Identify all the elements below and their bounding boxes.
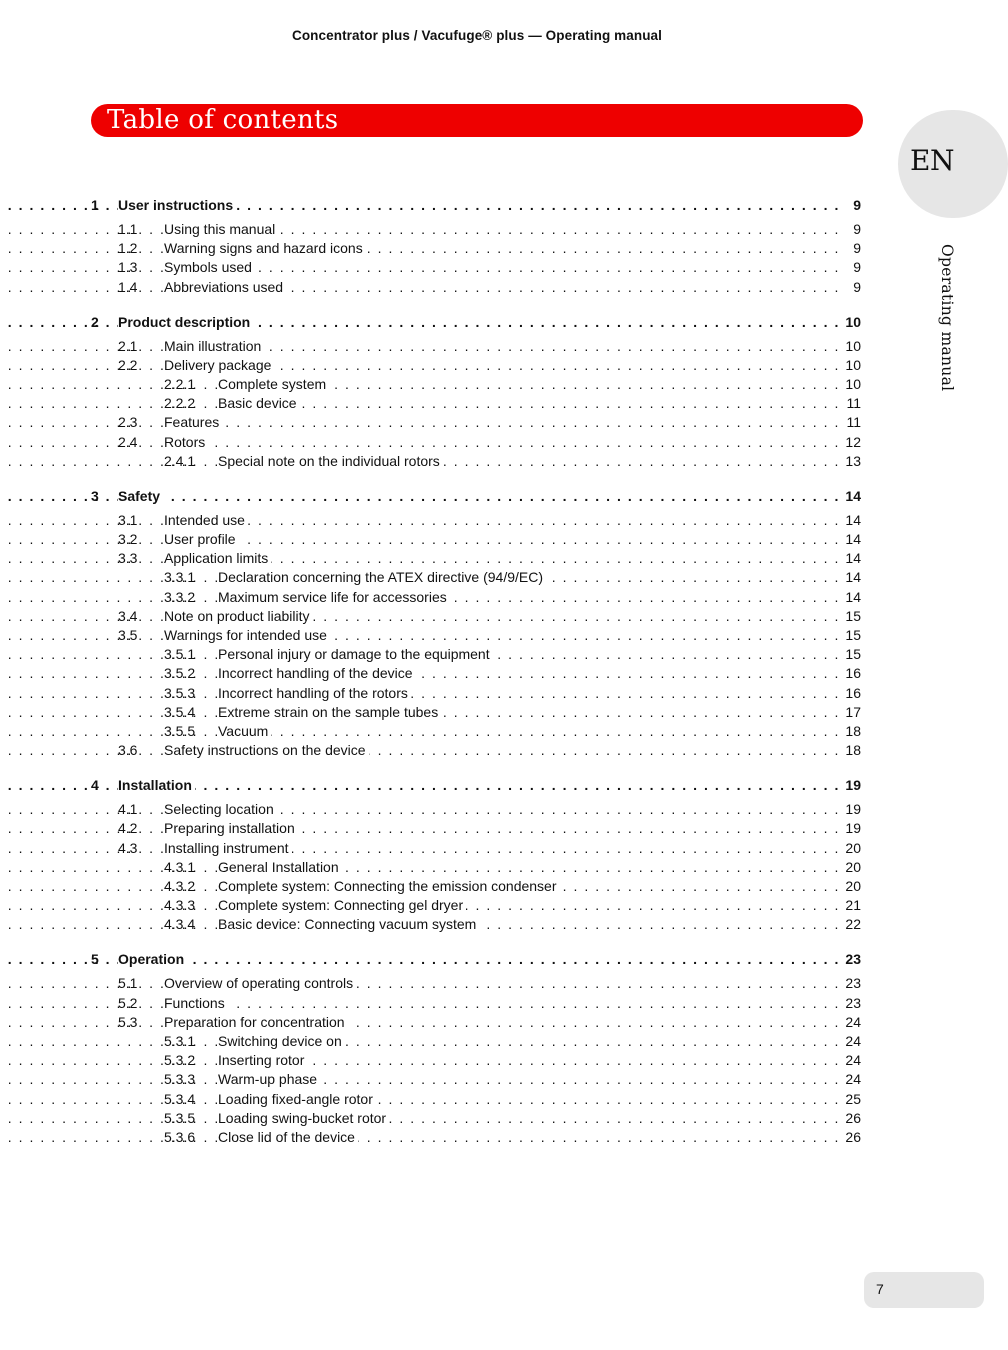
toc-entry[interactable] — [0, 550, 954, 566]
toc-entry-number: 4 — [91, 777, 99, 793]
toc-entry-title — [218, 395, 840, 411]
toc-entry-page: 13 — [845, 453, 861, 469]
toc-entry-title — [218, 646, 840, 662]
toc-entry[interactable] — [0, 608, 954, 624]
toc-entry[interactable] — [0, 221, 954, 237]
toc-entry[interactable] — [0, 742, 954, 758]
toc-entry-title — [218, 376, 840, 392]
toc-entry[interactable] — [0, 1071, 954, 1087]
toc-entry-title — [218, 1052, 840, 1068]
toc-entry-text: Rotors — [164, 434, 208, 450]
toc-entry-page: 19 — [845, 777, 861, 793]
toc-entry[interactable] — [0, 723, 954, 739]
toc-entry[interactable] — [0, 240, 954, 256]
toc-entry[interactable] — [0, 1129, 954, 1145]
toc-entry[interactable] — [0, 376, 954, 392]
toc-entry[interactable] — [0, 531, 954, 547]
toc-entry[interactable] — [0, 1033, 954, 1049]
toc-entry-page: 14 — [845, 550, 861, 566]
toc-entry-number: 2 — [91, 314, 99, 330]
toc-entry-title — [164, 1014, 840, 1030]
toc-entry[interactable] — [0, 665, 954, 681]
toc-entry[interactable] — [0, 840, 954, 856]
toc-entry-title — [164, 434, 840, 450]
toc-entry-text: Main illustration — [164, 338, 264, 354]
toc-entry-number: 3.5 — [118, 627, 138, 643]
toc-entry-page: 10 — [845, 376, 861, 392]
toc-entry-text: Complete system — [218, 376, 329, 392]
toc-entry-text: Abbreviations used — [164, 279, 286, 295]
toc-entry-title — [218, 897, 840, 913]
toc-entry-title — [118, 488, 840, 504]
toc-entry-number: 3.2 — [118, 531, 138, 547]
toc-entry[interactable] — [0, 453, 954, 469]
toc-entry-text: Basic device: Connecting vacuum system — [218, 916, 479, 932]
toc-entry-title — [218, 453, 840, 469]
language-code: EN — [910, 144, 954, 177]
toc-entry-text: Symbols used — [164, 259, 255, 275]
toc-entry-title — [118, 197, 840, 213]
toc-entry-text: Vacuum — [218, 723, 271, 739]
toc-entry[interactable] — [0, 512, 954, 528]
toc-entry-title — [164, 512, 840, 528]
toc-entry-title — [164, 801, 840, 817]
toc-entry-page: 22 — [845, 916, 861, 932]
toc-entry-number: 2.2.2 — [164, 395, 196, 411]
toc-entry-page: 21 — [845, 897, 861, 913]
toc-entry-number: 3.6 — [118, 742, 138, 758]
toc-entry-text: Warnings for intended use — [164, 627, 330, 643]
toc-entry-text: Close lid of the device — [218, 1129, 358, 1145]
toc-entry[interactable] — [0, 995, 954, 1011]
toc-entry-page: 15 — [845, 646, 861, 662]
toc-entry-number: 3 — [91, 488, 99, 504]
toc-entry-page: 14 — [845, 531, 861, 547]
toc-entry-page: 23 — [845, 995, 861, 1011]
toc-entry[interactable] — [0, 589, 954, 605]
toc-entry-text: Delivery package — [164, 357, 274, 373]
toc-entry-page: 9 — [853, 279, 861, 295]
toc-entry-number: 1.3 — [118, 259, 138, 275]
toc-entry-page: 15 — [845, 608, 861, 624]
toc-entry-text: Overview of operating controls — [164, 975, 356, 991]
toc-entry[interactable] — [0, 951, 954, 967]
toc-entry-title — [218, 1071, 840, 1087]
toc-entry-number: 4.2 — [118, 820, 138, 836]
toc-entry[interactable] — [0, 975, 954, 991]
toc-entry-text: Preparation for concentration — [164, 1014, 348, 1030]
toc-entry-number: 3.3.2 — [164, 589, 196, 605]
toc-entry-text: Installation — [118, 777, 195, 793]
toc-entry[interactable] — [0, 820, 954, 836]
toc-entry-title — [218, 723, 840, 739]
toc-entry-page: 20 — [845, 859, 861, 875]
title-banner — [91, 104, 863, 137]
toc-entry-title — [218, 685, 840, 701]
toc-entry-text: Selecting location — [164, 801, 277, 817]
toc-entry[interactable] — [0, 197, 954, 213]
toc-entry-text: Switching device on — [218, 1033, 345, 1049]
toc-entry-number: 2.1 — [118, 338, 138, 354]
toc-entry-page: 9 — [853, 221, 861, 237]
toc-entry[interactable] — [0, 646, 954, 662]
toc-entry-title — [164, 975, 840, 991]
toc-entry-number: 5.3.6 — [164, 1129, 196, 1145]
toc-entry-title — [218, 569, 840, 585]
toc-entry-page: 19 — [845, 820, 861, 836]
toc-entry[interactable] — [0, 259, 954, 275]
toc-entry-number: 5 — [91, 951, 99, 967]
toc-entry-text: Inserting rotor — [218, 1052, 307, 1068]
toc-entry-number: 2.3 — [118, 414, 138, 430]
toc-entry-text: Product description — [118, 314, 253, 330]
toc-entry-title — [164, 840, 840, 856]
toc-entry-page: 25 — [845, 1091, 861, 1107]
toc-entry-title — [164, 259, 840, 275]
toc-entry-number: 5.3.3 — [164, 1071, 196, 1087]
toc-entry-page: 26 — [845, 1110, 861, 1126]
toc-entry-text: Features — [164, 414, 222, 430]
toc-entry-page: 16 — [845, 665, 861, 681]
toc-entry-text: Warning signs and hazard icons — [164, 240, 366, 256]
toc-entry-text: Incorrect handling of the device — [218, 665, 416, 681]
toc-entry[interactable] — [0, 1052, 954, 1068]
toc-entry-number: 5.3.2 — [164, 1052, 196, 1068]
toc-entry-page: 9 — [853, 240, 861, 256]
toc-entry-title — [164, 550, 840, 566]
toc-entry-number: 1.1 — [118, 221, 138, 237]
toc-entry-title — [218, 1110, 840, 1126]
toc-entry-text: Personal injury or damage to the equipment — [218, 646, 493, 662]
toc-entry-number: 5.3.4 — [164, 1091, 196, 1107]
toc-entry-title — [218, 916, 840, 932]
toc-entry[interactable] — [0, 801, 954, 817]
toc-entry-title — [164, 608, 840, 624]
toc-entry-number: 4.1 — [118, 801, 138, 817]
toc-entry-title — [164, 240, 840, 256]
toc-entry-page: 24 — [845, 1033, 861, 1049]
toc-entry-text: Extreme strain on the sample tubes — [218, 704, 441, 720]
toc-entry-page: 23 — [845, 951, 861, 967]
toc-entry-page: 18 — [845, 723, 861, 739]
toc-entry-title — [164, 742, 840, 758]
toc-entry-page: 10 — [845, 338, 861, 354]
toc-entry-text: Application limits — [164, 550, 271, 566]
toc-entry-number: 3.3.1 — [164, 569, 196, 585]
toc-entry-number: 5.3.5 — [164, 1110, 196, 1126]
toc-entry-text: Operation — [118, 951, 187, 967]
toc-entry-number: 5.3.1 — [164, 1033, 196, 1049]
toc-entry-number: 2.2 — [118, 357, 138, 373]
toc-entry[interactable] — [0, 434, 954, 450]
toc-entry-page: 11 — [846, 414, 861, 430]
toc-entry-page: 9 — [853, 197, 861, 213]
toc-entry-text: Incorrect handling of the rotors — [218, 685, 411, 701]
toc-entry-number: 3.5.3 — [164, 685, 196, 701]
toc-entry-number: 4.3.4 — [164, 916, 196, 932]
toc-entry-text: Complete system: Connecting gel dryer — [218, 897, 466, 913]
toc-entry-text: Loading fixed-angle rotor — [218, 1091, 376, 1107]
toc-entry-text: Special note on the individual rotors — [218, 453, 443, 469]
toc-entry-page: 18 — [845, 742, 861, 758]
toc-entry-title — [164, 279, 840, 295]
toc-entry[interactable] — [0, 569, 954, 585]
toc-entry[interactable] — [0, 777, 954, 793]
toc-entry-page: 14 — [845, 589, 861, 605]
toc-entry-text: Declaration concerning the ATEX directive (94/9/EC) — [218, 569, 546, 585]
toc-entry-page: 10 — [845, 314, 861, 330]
toc-entry-number: 3.3 — [118, 550, 138, 566]
toc-entry-title — [118, 314, 840, 330]
toc-entry[interactable] — [0, 897, 954, 913]
toc-entry-page: 11 — [846, 395, 861, 411]
toc-entry-title — [218, 704, 840, 720]
toc-entry-text: Complete system: Connecting the emission condenser — [218, 878, 560, 894]
toc-entry-title — [164, 531, 840, 547]
toc-entry-number: 2.4 — [118, 434, 138, 450]
toc-entry[interactable] — [0, 414, 954, 430]
toc-entry-number: 3.1 — [118, 512, 138, 528]
toc-entry-page: 12 — [845, 434, 861, 450]
toc-entry-page: 24 — [845, 1052, 861, 1068]
toc-entry-title — [164, 221, 840, 237]
toc-entry-number: 3.5.4 — [164, 704, 196, 720]
toc-entry-number: 5.1 — [118, 975, 138, 991]
toc-entry[interactable] — [0, 1091, 954, 1107]
toc-entry[interactable] — [0, 395, 954, 411]
toc-entry[interactable] — [0, 859, 954, 875]
toc-entry-number: 5.3 — [118, 1014, 138, 1030]
toc-entry-number: 5.2 — [118, 995, 138, 1011]
toc-entry-page: 15 — [845, 627, 861, 643]
toc-entry-page: 16 — [845, 685, 861, 701]
toc-entry-number: 3.5.2 — [164, 665, 196, 681]
toc-entry-page: 23 — [845, 975, 861, 991]
toc-entry[interactable] — [0, 357, 954, 373]
toc-entry[interactable] — [0, 627, 954, 643]
toc-entry-text: Functions — [164, 995, 228, 1011]
toc-entry-text: Loading swing-bucket rotor — [218, 1110, 389, 1126]
toc-entry[interactable] — [0, 704, 954, 720]
toc-entry-title — [218, 1091, 840, 1107]
toc-entry-text: Note on product liability — [164, 608, 313, 624]
toc-entry-text: Basic device — [218, 395, 300, 411]
toc-entry-number: 2.2.1 — [164, 376, 196, 392]
toc-entry-text: Warm-up phase — [218, 1071, 320, 1087]
toc-entry[interactable] — [0, 878, 954, 894]
toc-entry-text: General Installation — [218, 859, 342, 875]
toc-entry-title — [218, 878, 840, 894]
toc-entry-number: 1 — [91, 197, 99, 213]
toc-entry-text: Maximum service life for accessories — [218, 589, 450, 605]
side-label: Operating manual — [938, 244, 956, 392]
toc-entry-title — [164, 357, 840, 373]
toc-entry-page: 14 — [845, 512, 861, 528]
toc-entry-title — [118, 951, 840, 967]
toc-entry-page: 26 — [845, 1129, 861, 1145]
toc-entry-title — [218, 1033, 840, 1049]
toc-entry-number: 2.4.1 — [164, 453, 196, 469]
toc-entry-text: Intended use — [164, 512, 248, 528]
toc-entry[interactable] — [0, 488, 954, 504]
toc-entry-number: 4.3.3 — [164, 897, 196, 913]
toc-entry-title — [164, 414, 840, 430]
toc-entry-number: 4.3 — [118, 840, 138, 856]
toc-entry-number: 1.4 — [118, 279, 138, 295]
toc-entry[interactable] — [0, 685, 954, 701]
toc-entry-text: User instructions — [118, 197, 236, 213]
toc-entry-title — [164, 338, 840, 354]
toc-entry[interactable] — [0, 916, 954, 932]
toc-entry-number: 3.5.1 — [164, 646, 196, 662]
toc-entry-text: Preparing installation — [164, 820, 298, 836]
toc-entry-number: 4.3.1 — [164, 859, 196, 875]
toc-entry-title — [164, 995, 840, 1011]
page-title: Table of contents — [107, 105, 339, 135]
toc-entry-number: 3.4 — [118, 608, 138, 624]
running-header: Concentrator plus / Vacufuge® plus — Operating manual — [291, 28, 663, 43]
toc-entry-text: Safety — [118, 488, 163, 504]
toc-entry-title — [164, 627, 840, 643]
toc-entry-page: 14 — [845, 569, 861, 585]
toc-entry[interactable] — [0, 1014, 954, 1030]
toc-entry-page: 17 — [845, 704, 861, 720]
toc-entry-page: 14 — [845, 488, 861, 504]
toc-entry[interactable] — [0, 1110, 954, 1126]
toc-entry-text: User profile — [164, 531, 239, 547]
toc-entry-title — [218, 1129, 840, 1145]
toc-entry-text: Safety instructions on the device — [164, 742, 369, 758]
toc-entry-title — [164, 820, 840, 836]
toc-entry-title — [218, 665, 840, 681]
toc-entry-page: 9 — [853, 259, 861, 275]
toc-entry-title — [218, 589, 840, 605]
toc-entry-page: 24 — [845, 1014, 861, 1030]
toc-entry[interactable] — [0, 338, 954, 354]
toc-entry-number: 1.2 — [118, 240, 138, 256]
toc-entry-number: 4.3.2 — [164, 878, 196, 894]
toc-entry-page: 19 — [845, 801, 861, 817]
toc-entry-title — [218, 859, 840, 875]
toc-entry-page: 10 — [845, 357, 861, 373]
toc-entry-text: Installing instrument — [164, 840, 292, 856]
toc-entry-title — [118, 777, 840, 793]
toc-entry-number: 3.5.5 — [164, 723, 196, 739]
page-number-tab — [864, 1272, 984, 1308]
toc-entry-page: 20 — [845, 878, 861, 894]
page-number: 7 — [876, 1281, 884, 1297]
toc-entry[interactable] — [0, 279, 954, 295]
toc-entry[interactable] — [0, 314, 954, 330]
toc-entry-page: 20 — [845, 840, 861, 856]
toc-entry-page: 24 — [845, 1071, 861, 1087]
toc-entry-text: Using this manual — [164, 221, 278, 237]
